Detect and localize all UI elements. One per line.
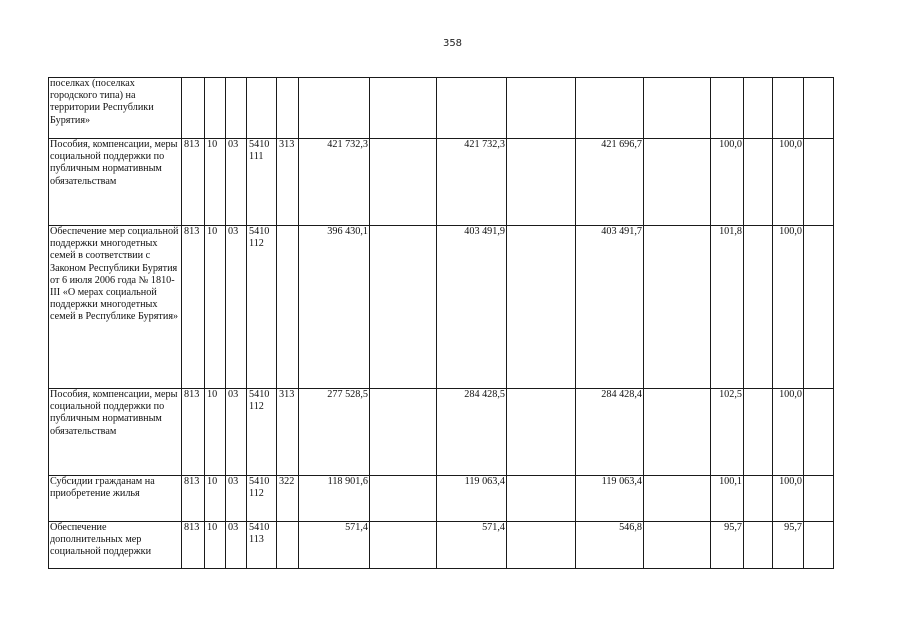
- empty-cell: [507, 476, 576, 522]
- grbs-code: 813: [182, 389, 205, 476]
- empty-cell: [804, 389, 834, 476]
- subsection-code: [226, 78, 247, 139]
- percent-revised: 95,7: [773, 522, 804, 569]
- section-code: [205, 78, 226, 139]
- grbs-code: 813: [182, 226, 205, 389]
- row-name: Обеспечение мер социальной поддержки многодетных семей в соответствии с Законом Республики Бурятия от 6 июля 2006 года № 1810-III «О мерах социальной поддержки многодетных семей в Республике Бурятия»: [49, 226, 182, 389]
- target-code: 5410 112: [247, 226, 277, 389]
- row-name: Субсидии гражданам на приобретение жилья: [49, 476, 182, 522]
- empty-cell: [804, 78, 834, 139]
- empty-cell: [370, 139, 437, 226]
- percent-revised: 100,0: [773, 476, 804, 522]
- empty-cell: [644, 226, 711, 389]
- target-code: 5410 113: [247, 522, 277, 569]
- subsection-code: 03: [226, 226, 247, 389]
- executed: 284 428,4: [576, 389, 644, 476]
- percent-initial: 100,1: [711, 476, 744, 522]
- row-name: поселках (поселках городского типа) на территории Республики Бурятия»: [49, 78, 182, 139]
- percent-revised: 100,0: [773, 226, 804, 389]
- expense-type-code: 313: [277, 139, 299, 226]
- table-row: [49, 522, 834, 569]
- target-code: 5410 111: [247, 139, 277, 226]
- section-code: 10: [205, 476, 226, 522]
- table-row: [49, 226, 834, 389]
- table-row: [49, 139, 834, 226]
- plan-revised: 119 063,4: [437, 476, 507, 522]
- empty-cell: [744, 226, 773, 389]
- table-row: [49, 78, 834, 139]
- empty-cell: [507, 522, 576, 569]
- empty-cell: [744, 139, 773, 226]
- section-code: 10: [205, 389, 226, 476]
- expense-type-code: [277, 78, 299, 139]
- section-code: 10: [205, 522, 226, 569]
- percent-revised: 100,0: [773, 389, 804, 476]
- plan-revised: 403 491,9: [437, 226, 507, 389]
- percent-initial: 95,7: [711, 522, 744, 569]
- grbs-code: [182, 78, 205, 139]
- plan-initial: 277 528,5: [299, 389, 370, 476]
- target-code: 5410 112: [247, 476, 277, 522]
- percent-initial: 100,0: [711, 139, 744, 226]
- percent-initial: 102,5: [711, 389, 744, 476]
- table-row: [49, 389, 834, 476]
- empty-cell: [744, 389, 773, 476]
- percent-revised: [773, 78, 804, 139]
- empty-cell: [744, 522, 773, 569]
- plan-initial: 571,4: [299, 522, 370, 569]
- empty-cell: [804, 476, 834, 522]
- expense-type-code: 313: [277, 389, 299, 476]
- empty-cell: [644, 139, 711, 226]
- expense-type-code: [277, 522, 299, 569]
- empty-cell: [644, 389, 711, 476]
- empty-cell: [644, 476, 711, 522]
- empty-cell: [804, 226, 834, 389]
- empty-cell: [370, 78, 437, 139]
- row-name: Пособия, компенсации, меры социальной поддержки по публичным нормативным обязательствам: [49, 139, 182, 226]
- percent-revised: 100,0: [773, 139, 804, 226]
- grbs-code: 813: [182, 522, 205, 569]
- subsection-code: 03: [226, 476, 247, 522]
- executed: 403 491,7: [576, 226, 644, 389]
- empty-cell: [370, 389, 437, 476]
- expense-type-code: 322: [277, 476, 299, 522]
- percent-initial: [711, 78, 744, 139]
- plan-revised: 421 732,3: [437, 139, 507, 226]
- row-name: Обеспечение дополнительных мер социальной поддержки: [49, 522, 182, 569]
- page-number: 358: [442, 38, 463, 49]
- executed: 546,8: [576, 522, 644, 569]
- empty-cell: [507, 139, 576, 226]
- empty-cell: [644, 78, 711, 139]
- empty-cell: [804, 139, 834, 226]
- empty-cell: [804, 522, 834, 569]
- row-name: Пособия, компенсации, меры социальной поддержки по публичным нормативным обязательствам: [49, 389, 182, 476]
- expense-type-code: [277, 226, 299, 389]
- empty-cell: [507, 389, 576, 476]
- executed: [576, 78, 644, 139]
- empty-cell: [507, 226, 576, 389]
- plan-initial: 396 430,1: [299, 226, 370, 389]
- executed: 119 063,4: [576, 476, 644, 522]
- empty-cell: [644, 522, 711, 569]
- empty-cell: [370, 522, 437, 569]
- plan-revised: 284 428,5: [437, 389, 507, 476]
- plan-initial: [299, 78, 370, 139]
- empty-cell: [744, 476, 773, 522]
- subsection-code: 03: [226, 522, 247, 569]
- table-row: [49, 476, 834, 522]
- target-code: [247, 78, 277, 139]
- plan-revised: [437, 78, 507, 139]
- grbs-code: 813: [182, 476, 205, 522]
- section-code: 10: [205, 139, 226, 226]
- plan-initial: 118 901,6: [299, 476, 370, 522]
- grbs-code: 813: [182, 139, 205, 226]
- empty-cell: [744, 78, 773, 139]
- empty-cell: [507, 78, 576, 139]
- plan-initial: 421 732,3: [299, 139, 370, 226]
- budget-table: [48, 77, 834, 569]
- target-code: 5410 112: [247, 389, 277, 476]
- subsection-code: 03: [226, 389, 247, 476]
- empty-cell: [370, 226, 437, 389]
- section-code: 10: [205, 226, 226, 389]
- executed: 421 696,7: [576, 139, 644, 226]
- subsection-code: 03: [226, 139, 247, 226]
- empty-cell: [370, 476, 437, 522]
- percent-initial: 101,8: [711, 226, 744, 389]
- plan-revised: 571,4: [437, 522, 507, 569]
